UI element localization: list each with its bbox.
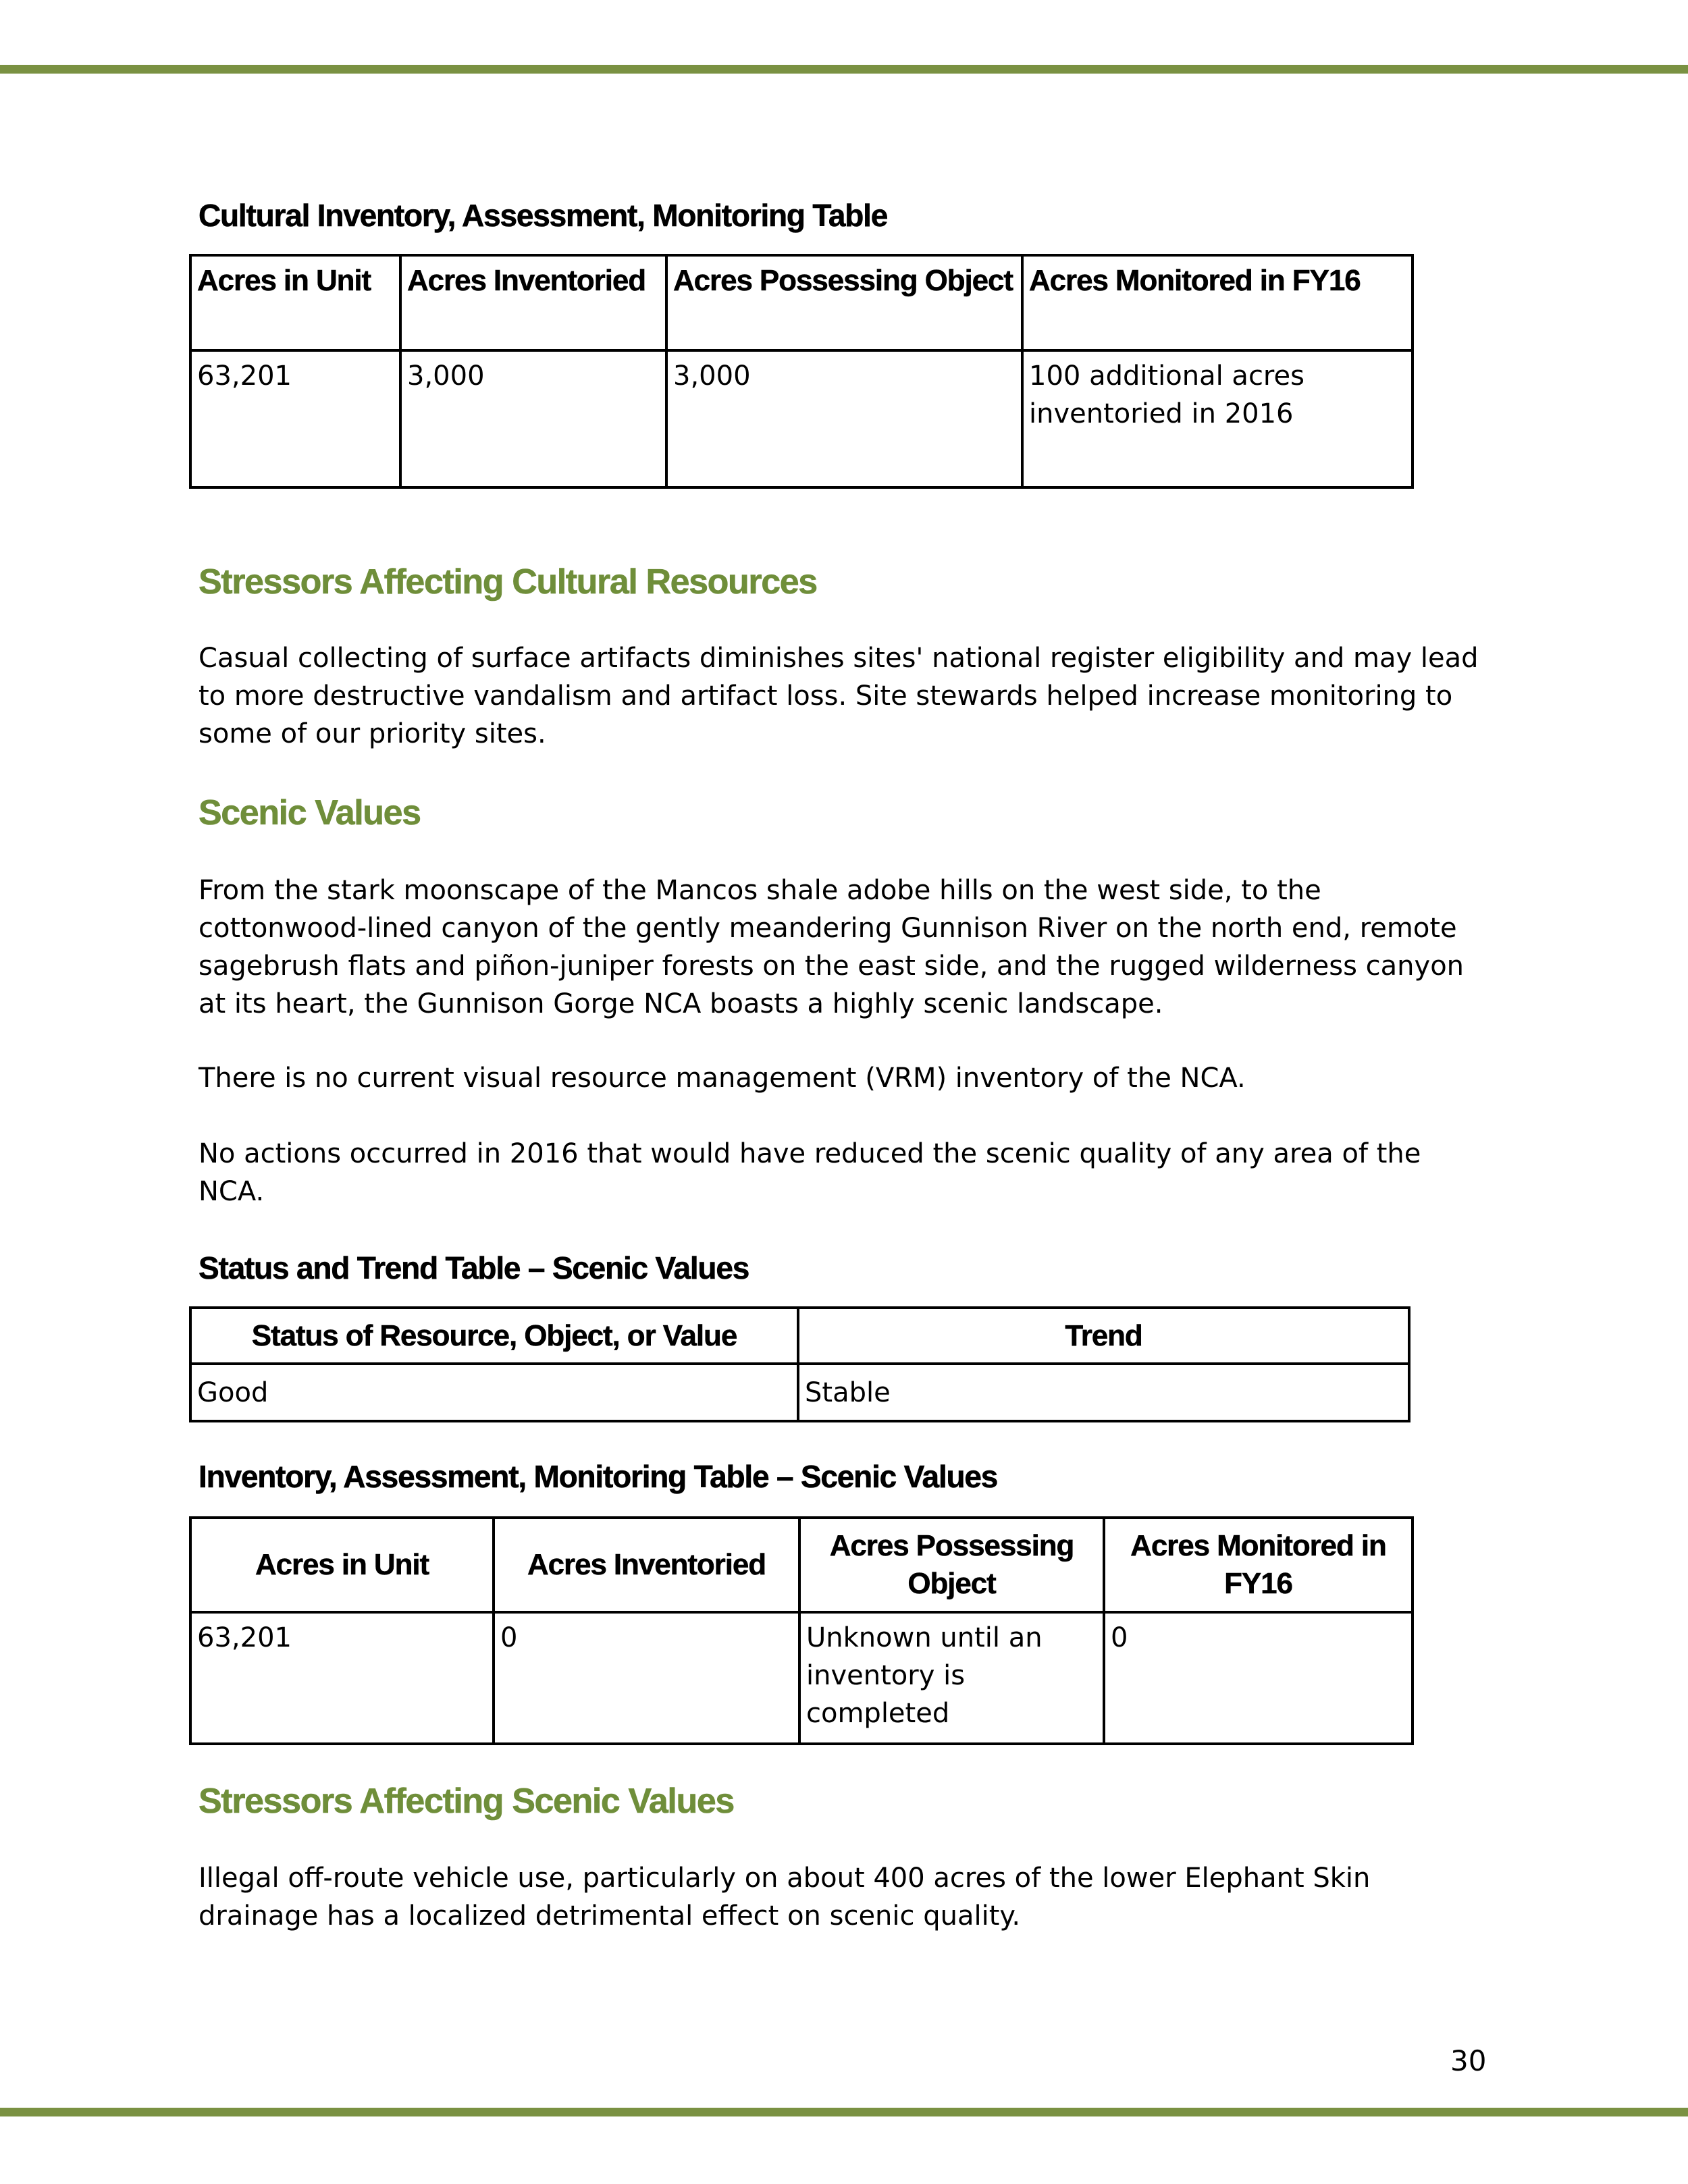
table-cell: 100 additional acres inventoried in 2016 <box>1022 350 1413 487</box>
bottom-rule <box>0 2108 1688 2116</box>
top-rule <box>0 65 1688 74</box>
table-row <box>190 1364 1409 1421</box>
header-cell: Acres in Unit <box>190 1518 494 1612</box>
scenic-paragraph: No actions occurred in 2016 that would have reduced the scenic quality of any area of the NCA. <box>199 1138 1421 1207</box>
header-cell: Acres in Unit <box>190 255 400 350</box>
stressors-cultural-heading: Stressors Affecting Cultural Resources <box>199 562 817 602</box>
status-table-caption: Status and Trend Table – Scenic Values <box>199 1250 749 1285</box>
table-cell: Unknown until an inventory is completed <box>799 1612 1104 1744</box>
scenic-paragraph: There is no current visual resource management (VRM) inventory of the NCA. <box>199 1063 1246 1094</box>
table-cell: 3,000 <box>666 350 1022 487</box>
header-cell: Acres Inventoried <box>494 1518 799 1612</box>
scenic-table-caption: Inventory, Assessment, Monitoring Table – Scenic Values <box>199 1459 998 1494</box>
cultural-table <box>189 254 1414 489</box>
header-cell: Trend <box>798 1308 1409 1364</box>
cultural-table-caption: Cultural Inventory, Assessment, Monitoring Table <box>199 198 888 233</box>
scenic-values-heading: Scenic Values <box>199 793 421 832</box>
table-cell: 0 <box>1104 1612 1413 1744</box>
header-cell: Acres Possessing Object <box>666 255 1022 350</box>
header-cell: Acres Possessing Object <box>799 1518 1104 1612</box>
header-cell: Acres Monitored in FY16 <box>1104 1518 1413 1612</box>
table-header-row <box>190 1308 1409 1364</box>
header-cell: Status of Resource, Object, or Value <box>190 1308 798 1364</box>
table-cell: Good <box>190 1364 798 1421</box>
header-cell: Acres Inventoried <box>400 255 666 350</box>
table-cell: Stable <box>798 1364 1409 1421</box>
table-header-row <box>190 1518 1413 1612</box>
page-number: 30 <box>1450 2044 1487 2077</box>
scenic-inventory-table <box>189 1516 1414 1745</box>
table-row <box>190 1612 1413 1744</box>
table-cell: 63,201 <box>190 350 400 487</box>
table-cell: 0 <box>494 1612 799 1744</box>
stressors-cultural-text: Casual collecting of surface artifacts diminishes sites' national register eligibility and may lead to more destructive vandalism and artifact loss. Site stewards helped increase monitoring to some of our priority sites. <box>199 643 1479 749</box>
table-cell: 63,201 <box>190 1612 494 1744</box>
header-cell: Acres Monitored in FY16 <box>1022 255 1413 350</box>
table-header-row <box>190 255 1413 350</box>
table-row <box>190 350 1413 487</box>
table-cell: 3,000 <box>400 350 666 487</box>
status-table <box>189 1306 1410 1422</box>
scenic-paragraph: From the stark moonscape of the Mancos shale adobe hills on the west side, to the cottonwood-lined canyon of the gently meandering Gunnison River on the north end, remote sagebrush flats and piñon-juniper forests on the east side, and the rugged wilderness canyon at its heart, the Gunnison Gorge NCA boasts a highly scenic landscape. <box>199 875 1465 1019</box>
stressors-scenic-text: Illegal off-route vehicle use, particularly on about 400 acres of the lower Elephant Skin drainage has a localized detrimental effect on scenic quality. <box>199 1863 1371 1932</box>
stressors-scenic-heading: Stressors Affecting Scenic Values <box>199 1782 734 1821</box>
